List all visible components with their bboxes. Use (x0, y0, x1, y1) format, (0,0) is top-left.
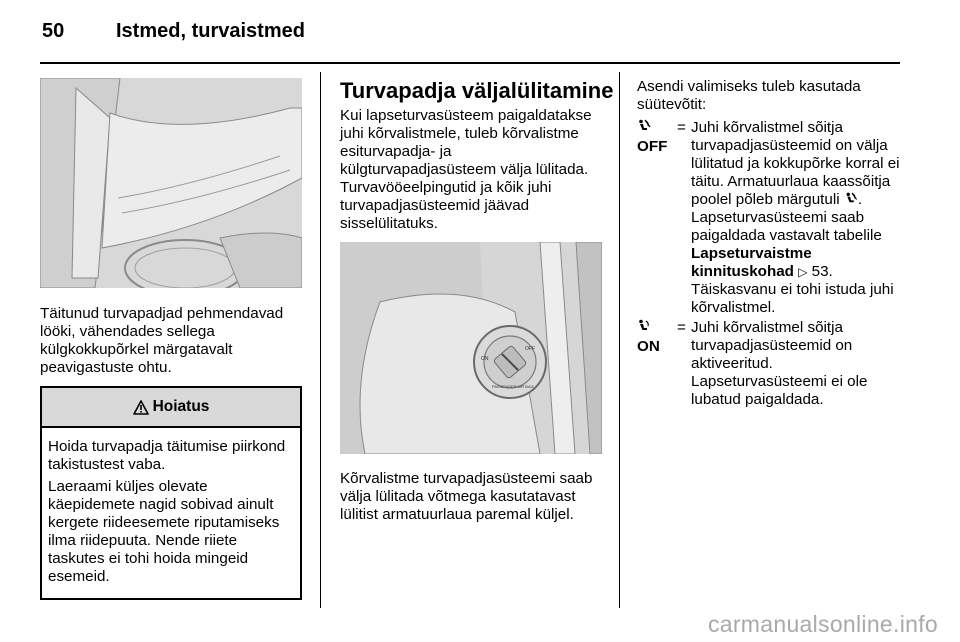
column-divider-1 (320, 72, 321, 608)
header-rule (40, 62, 900, 64)
figure-label-switch: PASSENGER AIR BAG (492, 384, 534, 389)
warning-title: Hoiatus (152, 398, 210, 415)
column-1 (40, 78, 302, 600)
warning-triangle-icon (133, 400, 149, 415)
warning-body (42, 428, 300, 598)
column-2 (340, 78, 614, 524)
off-definition (637, 119, 903, 317)
airbag-off-icon (637, 119, 651, 133)
child-seat-link[interactable]: Lapseturvaistme kinnituskohad (691, 245, 812, 280)
section-title: Turvapadja väljalülitamine (340, 78, 614, 103)
illustration-caption: Täitunud turvapadjad pehmendavad lööki, vähendades sellega külgkokkupõrkel märgatavalt peavigastuste ohtu. (40, 305, 284, 376)
off-desc-period: . (857, 191, 863, 208)
figure-label-on: ON (481, 356, 489, 362)
page-reference-arrow-icon: ▷ (798, 265, 808, 279)
on-eq: = (677, 319, 686, 336)
airbag-on-icon (637, 319, 651, 333)
off-description (691, 119, 903, 317)
column-3 (637, 78, 903, 409)
page-number: 50 (42, 20, 65, 42)
page-title: Istmed, turvaistmed (116, 20, 305, 42)
position-intro: Asendi valimiseks tuleb kasutada süütevõtit: (637, 78, 861, 113)
warning-box (40, 386, 302, 600)
on-term (637, 319, 677, 409)
airbag-off-indicator-icon (844, 192, 858, 205)
watermark: carmanualsonline.info (707, 611, 938, 637)
figure-label-off: OFF (525, 346, 535, 352)
on-label: ON (637, 338, 660, 355)
off-desc-adult: Täiskasvanu ei tohi istuda juhi kõrvalistmel. (691, 281, 894, 316)
off-label: OFF (637, 138, 668, 155)
warning-header (42, 388, 300, 428)
off-eq: = (677, 119, 686, 136)
airbag-switch-illustration (340, 242, 602, 454)
column-divider-2 (619, 72, 620, 608)
warning-paragraph-2: Laeraami küljes olevate käepidemete nagid sobivad ainult kergete riideesemete riputamiseks ilma riidepuuta. Nende riiete taskutes ei tohi hoida mingeid esemeid. (48, 478, 280, 585)
curtain-airbag-illustration (40, 78, 302, 288)
warning-paragraph-1: Hoida turvapadja täitumise piirkond takistustest vaba. (48, 438, 286, 473)
off-term (637, 119, 677, 317)
off-desc-text: Juhi kõrvalistmel sõitja turvapadjasüsteemid on välja lülitatud ja kokkupõrke korral ei täitu. Armatuurlaua kaassõitja poolel põleb märgutuli (691, 119, 900, 208)
on-definition (637, 319, 903, 409)
on-description: Juhi kõrvalistmel sõitja turvapadjasüsteemid on aktiveeritud. Lapseturvasüsteemi ei ole lubatud paigaldada. (691, 319, 868, 408)
page-reference-number: 53. (811, 263, 833, 280)
section-intro: Kui lapseturvasüsteem paigaldatakse juhi kõrvalistmele, tuleb kõrvalistme esiturvapadja- ja külgturvapadjasüsteem välja lülitada. Turvavööeelpingutid ja kõik juhi turvapadjasüsteemid jäävad sisselülitatuks. (340, 107, 592, 232)
switch-caption: Kõrvalistme turvapadjasüsteemi saab välja lülitada võtmega kasutatavast lülitist armatuurlaua paremal küljel. (340, 470, 593, 523)
off-desc-child-seat: Lapseturvasüsteemi saab paigaldada vastavalt tabelile (691, 209, 882, 244)
